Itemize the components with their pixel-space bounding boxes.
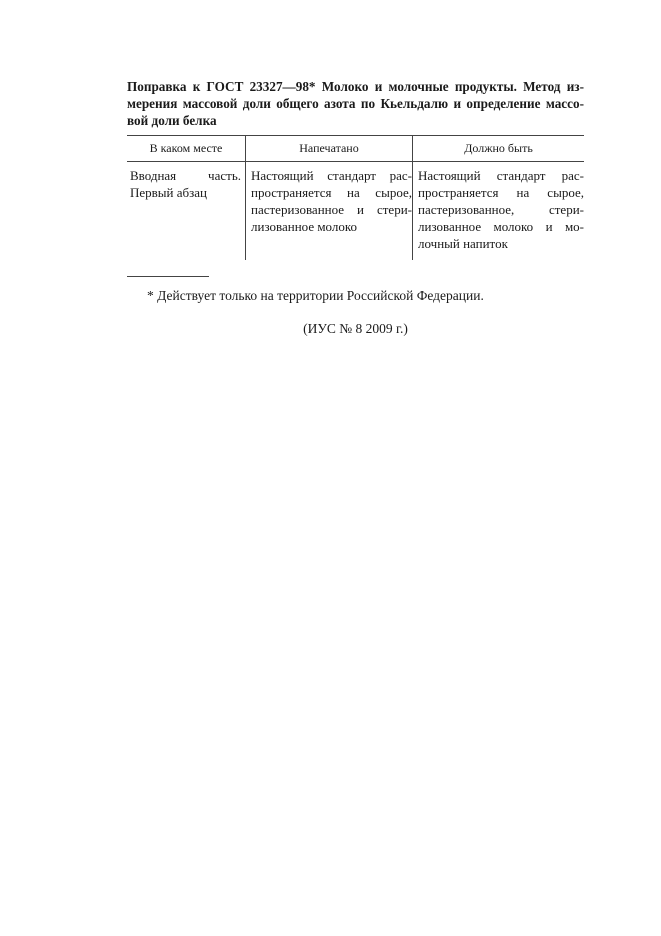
footnote: * Действует только на территории Российской Федерации. bbox=[147, 288, 484, 303]
amendment-title bbox=[127, 78, 584, 129]
cell-line: пастеризованное, стери- bbox=[418, 202, 584, 217]
cell-should-be bbox=[413, 162, 585, 261]
title-line: мерения массовой доли общего азота по Кьельдалю и определение массо- bbox=[127, 96, 584, 111]
cell-line: Настоящий стандарт рас- bbox=[251, 168, 412, 183]
cell-line: лочный напиток bbox=[418, 236, 508, 251]
cell-line: пастеризованное и стери- bbox=[251, 202, 412, 217]
column-header-place: В каком месте bbox=[127, 136, 246, 162]
footnote-rule bbox=[127, 276, 209, 277]
column-header-should-be: Должно быть bbox=[413, 136, 585, 162]
corrections-table bbox=[127, 136, 584, 260]
cell-line: лизованное молоко bbox=[251, 219, 358, 234]
cell-line: пространяется на сырое, bbox=[418, 185, 584, 200]
cell-line: лизованное молоко и мо- bbox=[418, 219, 584, 234]
cell-line: Вводная часть. bbox=[130, 168, 241, 183]
source-reference: (ИУС № 8 2009 г.) bbox=[303, 321, 408, 336]
cell-printed bbox=[246, 162, 413, 261]
cell-line: пространяется на сырое, bbox=[251, 185, 412, 200]
title-line: вой доли белка bbox=[127, 113, 217, 128]
cell-line: Первый абзац bbox=[130, 185, 207, 200]
table-row bbox=[127, 162, 584, 261]
title-line: Поправка к ГОСТ 23327—98* Молоко и молочные продукты. Метод из- bbox=[127, 79, 584, 94]
cell-line: Настоящий стандарт рас- bbox=[418, 168, 584, 183]
table-header-row bbox=[127, 136, 584, 162]
column-header-printed: Напечатано bbox=[246, 136, 413, 162]
cell-place bbox=[127, 162, 246, 261]
amendment-page bbox=[127, 78, 584, 351]
